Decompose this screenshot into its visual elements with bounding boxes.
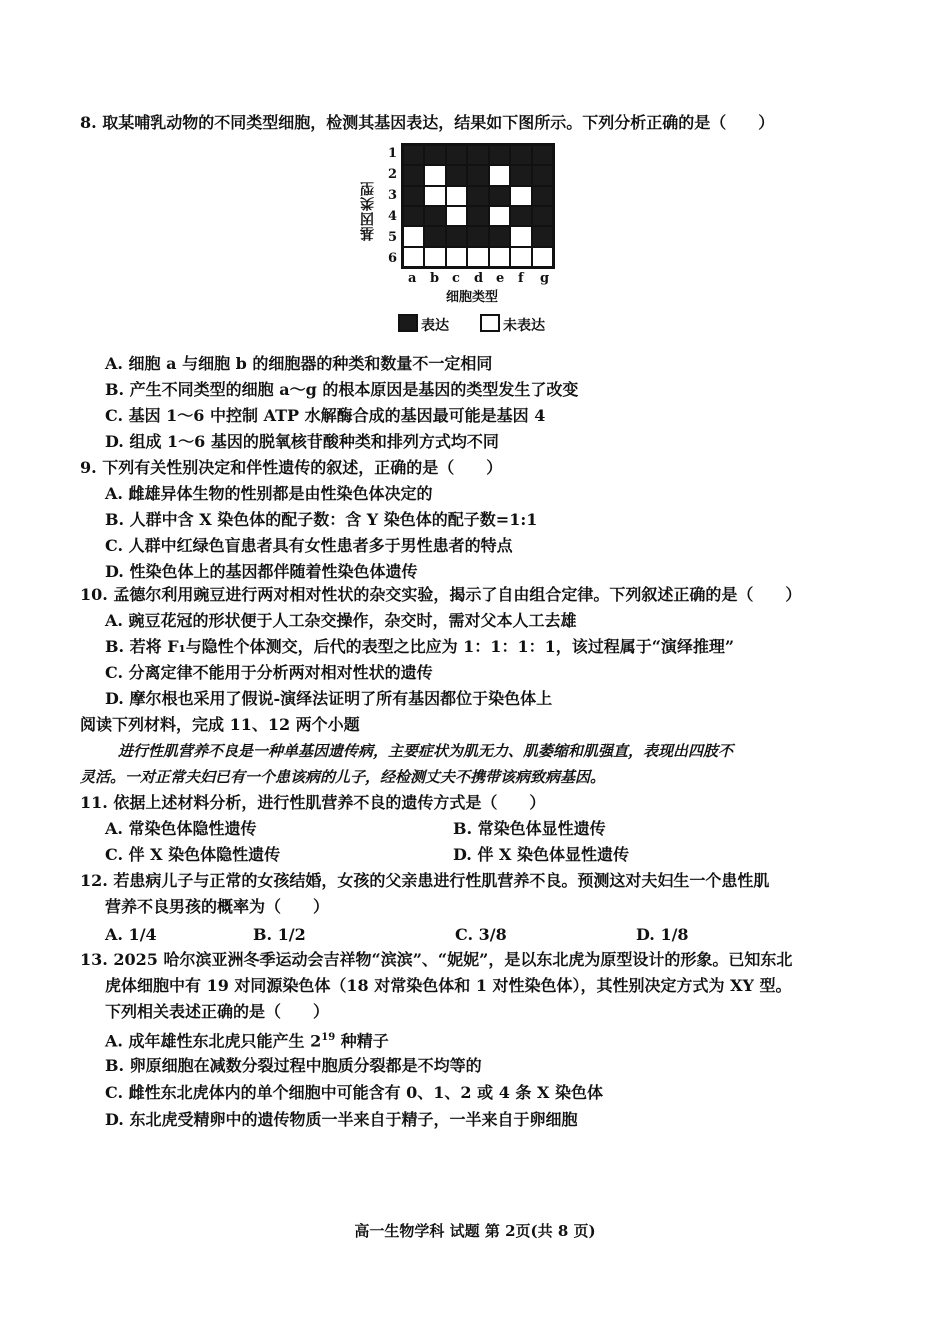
q12-stem-line-2: 营养不良男孩的概率为（ ） — [105, 897, 330, 916]
expressed-cell — [424, 145, 445, 165]
q13-option-c: C. 雌性东北虎体内的单个细胞中可能含有 0、1、2 或 4 条 X 染色体 — [105, 1083, 603, 1102]
row-label: 3 — [388, 188, 398, 203]
q10-option-c: C. 分离定律不能用于分析两对相对性状的遗传 — [105, 663, 433, 682]
expressed-cell — [510, 165, 531, 185]
expressed-cell — [467, 186, 488, 206]
q8-option-d: D. 组成 1～6 基因的脱氧核苷酸种类和排列方式均不同 — [105, 432, 499, 451]
not-expressed-cell — [489, 247, 510, 267]
not-expressed-cell — [446, 247, 467, 267]
q8-option-a: A. 细胞 a 与细胞 b 的细胞器的种类和数量不一定相同 — [105, 354, 493, 373]
expressed-cell — [532, 226, 553, 246]
legend-expressed-label: 表达 — [421, 318, 449, 334]
not-expressed-cell — [510, 247, 531, 267]
q12-option-d: D. 1/8 — [636, 925, 689, 944]
reading-intro: 阅读下列材料，完成 11、12 两个小题 — [80, 715, 360, 734]
q13-option-b: B. 卵原细胞在减数分裂过程中胞质分裂都是不均等的 — [105, 1056, 482, 1075]
not-expressed-cell — [532, 247, 553, 267]
not-expressed-cell — [403, 226, 424, 246]
q12-stem-line-1: 12. 若患病儿子与正常的女孩结婚，女孩的父亲患进行性肌营养不良。预测这对夫妇生一个患性肌 — [80, 871, 770, 890]
material-line-1: 进行性肌营养不良是一种单基因遗传病，主要症状为肌无力、肌萎缩和肌强直，表现出四肢不 — [118, 742, 734, 760]
col-label: e — [496, 271, 505, 286]
col-label: d — [474, 271, 484, 286]
expressed-cell — [403, 165, 424, 185]
not-expressed-cell — [467, 247, 488, 267]
legend-expressed-swatch — [398, 314, 418, 332]
not-expressed-cell — [446, 186, 467, 206]
expressed-cell — [467, 226, 488, 246]
x-axis-label: 细胞类型 — [446, 290, 499, 305]
not-expressed-cell — [403, 247, 424, 267]
q8-stem: 8. 取某哺乳动物的不同类型细胞，检测其基因表达，结果如下图所示。下列分析正确的是（ ） — [80, 113, 775, 132]
q11-option-d: D. 伴 X 染色体显性遗传 — [453, 845, 630, 864]
q13-stem-line-2: 虎体细胞中有 19 对同源染色体（18 对常染色体和 1 对性染色体），其性别决定方式为 XY 型。 — [105, 976, 792, 995]
not-expressed-cell — [510, 186, 531, 206]
expressed-cell — [403, 206, 424, 226]
q13-option-a-exponent: 19 — [321, 1032, 336, 1043]
q12-option-a: A. 1/4 — [105, 925, 157, 944]
not-expressed-cell — [424, 165, 445, 185]
q13-stem-line-1: 13. 2025 哈尔滨亚洲冬季运动会吉祥物“滨滨”、“妮妮”，是以东北虎为原型设计的形象。已知东北 — [80, 950, 793, 969]
legend-not-expressed-label: 未表达 — [503, 318, 545, 334]
col-label: c — [452, 271, 460, 286]
expression-grid — [401, 143, 555, 269]
expressed-cell — [424, 206, 445, 226]
expressed-cell — [532, 186, 553, 206]
q12-option-b: B. 1/2 — [253, 925, 306, 944]
not-expressed-cell — [424, 186, 445, 206]
expressed-cell — [467, 165, 488, 185]
expressed-cell — [446, 226, 467, 246]
expressed-cell — [510, 206, 531, 226]
q8-option-c: C. 基因 1～6 中控制 ATP 水解酶合成的基因最可能是基因 4 — [105, 406, 546, 425]
expressed-cell — [403, 186, 424, 206]
q13-option-a-suffix: 种精子 — [335, 1031, 389, 1051]
y-axis-label: 基因类型 — [360, 181, 376, 241]
expressed-cell — [424, 226, 445, 246]
not-expressed-cell — [489, 206, 510, 226]
q13-option-d: D. 东北虎受精卵中的遗传物质一半来自于精子，一半来自于卵细胞 — [105, 1110, 578, 1129]
expressed-cell — [489, 226, 510, 246]
q10-option-b: B. 若将 F₁与隐性个体测交，后代的表型之比应为 1：1：1：1，该过程属于“演绎推理” — [105, 637, 735, 656]
q9-option-d: D. 性染色体上的基因都伴随着性染色体遗传 — [105, 562, 418, 581]
expressed-cell — [489, 145, 510, 165]
expressed-cell — [403, 145, 424, 165]
q12-option-c: C. 3/8 — [455, 925, 507, 944]
not-expressed-cell — [424, 247, 445, 267]
not-expressed-cell — [446, 206, 467, 226]
q13-stem-line-3: 下列相关表述正确的是（ ） — [105, 1002, 330, 1021]
q10-option-a: A. 豌豆花冠的形状便于人工杂交操作，杂交时，需对父本人工去雄 — [105, 611, 577, 630]
col-label: a — [408, 271, 417, 286]
q9-option-b: B. 人群中含 X 染色体的配子数：含 Y 染色体的配子数=1:1 — [105, 510, 538, 529]
row-label: 2 — [388, 167, 398, 182]
q13-option-a — [105, 1028, 389, 1051]
q13-option-a-prefix: A. 成年雄性东北虎只能产生 2 — [105, 1031, 322, 1051]
q10-stem: 10. 孟德尔利用豌豆进行两对相对性状的杂交实验，揭示了自由组合定律。下列叙述正确的是（ ） — [80, 585, 802, 604]
col-label: b — [430, 271, 440, 286]
expressed-cell — [446, 165, 467, 185]
page-footer: 高一生物学科 试题 第 2页(共 8 页) — [354, 1222, 596, 1240]
q8-option-b: B. 产生不同类型的细胞 a～g 的根本原因是基因的类型发生了改变 — [105, 380, 579, 399]
not-expressed-cell — [489, 165, 510, 185]
expressed-cell — [489, 186, 510, 206]
expressed-cell — [467, 206, 488, 226]
q11-stem: 11. 依据上述材料分析，进行性肌营养不良的遗传方式是（ ） — [80, 793, 546, 812]
material-line-2: 灵活。一对正常夫妇已有一个患该病的儿子，经检测丈夫不携带该病致病基因。 — [80, 768, 606, 786]
q11-option-b: B. 常染色体显性遗传 — [453, 819, 606, 838]
q9-option-a: A. 雌雄异体生物的性别都是由性染色体决定的 — [105, 484, 433, 503]
legend-not-expressed-swatch — [480, 314, 500, 332]
q9-option-c: C. 人群中红绿色盲患者具有女性患者多于男性患者的特点 — [105, 536, 513, 555]
row-label: 1 — [388, 146, 398, 161]
col-label: g — [540, 271, 550, 286]
expressed-cell — [446, 145, 467, 165]
expressed-cell — [532, 145, 553, 165]
expressed-cell — [532, 165, 553, 185]
row-label: 5 — [388, 230, 398, 245]
expressed-cell — [510, 145, 531, 165]
col-label: f — [518, 271, 524, 286]
q9-stem: 9. 下列有关性别决定和伴性遗传的叙述，正确的是（ ） — [80, 458, 503, 477]
row-label: 4 — [388, 209, 398, 224]
expressed-cell — [467, 145, 488, 165]
expressed-cell — [532, 206, 553, 226]
not-expressed-cell — [510, 226, 531, 246]
q10-option-d: D. 摩尔根也采用了假说-演绎法证明了所有基因都位于染色体上 — [105, 689, 553, 708]
row-label: 6 — [388, 251, 398, 266]
q11-option-c: C. 伴 X 染色体隐性遗传 — [105, 845, 281, 864]
q11-option-a: A. 常染色体隐性遗传 — [105, 819, 257, 838]
